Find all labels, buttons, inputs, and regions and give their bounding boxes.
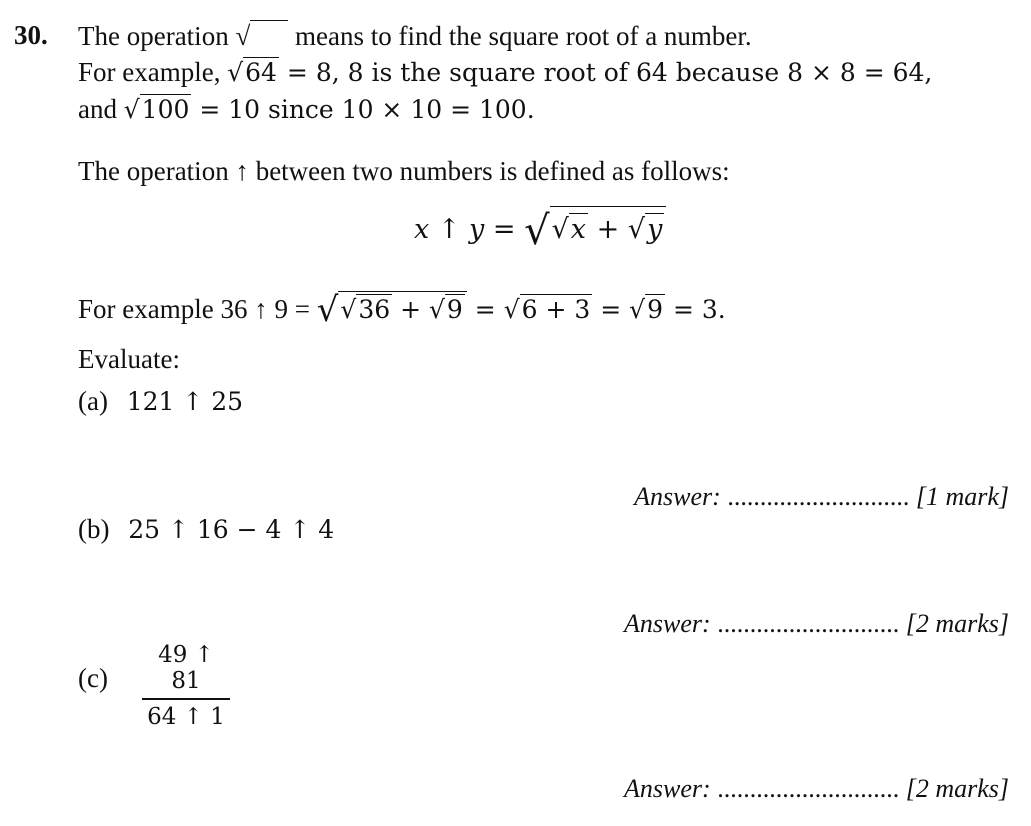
example-text-a: For example,: [78, 57, 221, 87]
part-b-marks: [2 marks]: [905, 609, 1009, 638]
definition-intro: The operation ↑ between two numbers is defined as follows:: [78, 156, 730, 186]
part-c-fraction: [142, 642, 230, 730]
example-line: For example 36 ↑ 9 = √√36 + √9 = √6 + 3 = √9 = 3.: [78, 290, 726, 330]
part-b-expression: 25 ↑ 16 − 4 ↑ 4: [128, 515, 335, 544]
intro-line-1: [78, 20, 752, 52]
part-c-marks: [2 marks]: [905, 774, 1009, 803]
formula-lhs: x ↑ y =: [414, 214, 516, 245]
intro-line-2: [78, 57, 932, 88]
formula-y: y: [647, 214, 663, 245]
radical-symbol: √: [235, 20, 288, 52]
part-b-answer-label: Answer:: [624, 609, 711, 638]
example-text-b: = 8, 8 is the square root of 64 because 8 × 8 = 64,: [286, 58, 933, 87]
part-c-numerator: 49 ↑ 81: [158, 642, 214, 694]
part-b-answer-blank[interactable]: ............................: [717, 609, 900, 638]
intro-text-b: means to find the square root of a number.: [295, 21, 752, 51]
formula-x: x: [570, 214, 587, 245]
example-text-c: = 10 since 10 × 10 = 100.: [199, 95, 535, 124]
sqrt-64: √64: [227, 58, 277, 87]
example-start: For example 36 ↑ 9 =: [78, 294, 310, 324]
part-c-answer-label: Answer:: [624, 774, 711, 803]
intro-text-a: The operation: [78, 21, 229, 51]
part-a-expression: 121 ↑ 25: [126, 387, 244, 416]
part-a-answer-blank[interactable]: ............................: [727, 482, 910, 511]
part-c-answer-line: [624, 774, 1009, 804]
part-a-label: (a): [78, 386, 108, 416]
part-c-label: (c): [78, 663, 108, 693]
fraction-bar: [142, 698, 230, 700]
part-a-answer-line: [634, 482, 1009, 512]
part-a: [78, 386, 243, 417]
part-b-label: (b): [78, 514, 110, 544]
sqrt-100: √100: [123, 95, 190, 124]
question-number: 30.: [14, 20, 48, 50]
part-a-marks: [1 mark]: [915, 482, 1009, 511]
definition-formula: x ↑ y = √√x + √y: [414, 206, 666, 254]
and-text: and: [78, 94, 117, 124]
part-c-denominator: 64 ↑ 1: [147, 704, 225, 730]
evaluate-label: Evaluate:: [78, 344, 180, 374]
part-c-answer-blank[interactable]: ............................: [717, 774, 900, 803]
intro-line-3: [78, 94, 535, 125]
part-b: [78, 514, 334, 545]
part-a-answer-label: Answer:: [634, 482, 721, 511]
part-b-answer-line: [624, 609, 1009, 639]
